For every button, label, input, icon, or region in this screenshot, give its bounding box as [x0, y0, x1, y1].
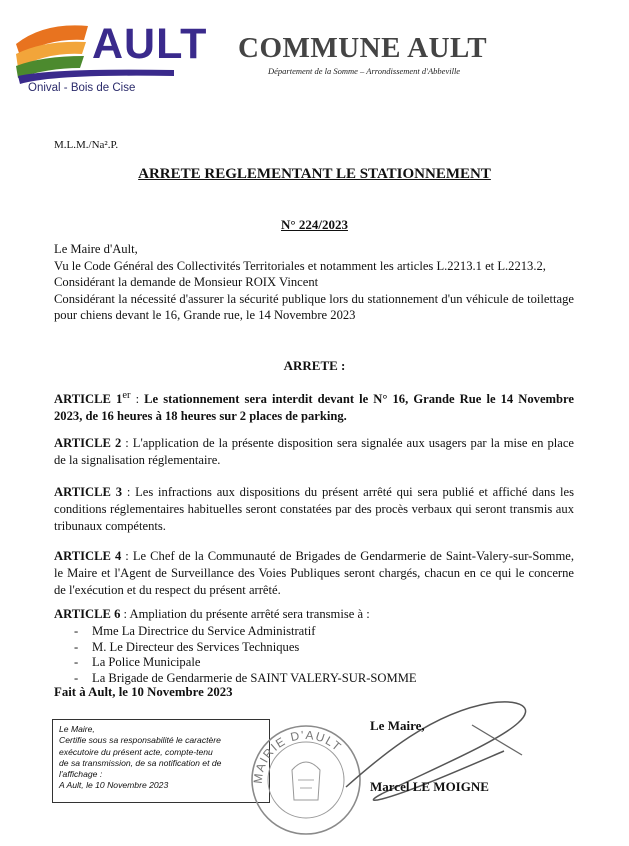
- article-label-sup: er: [122, 390, 131, 401]
- certification-line: Certifie sous sa responsabilité le caractère: [59, 735, 221, 746]
- article-6: [54, 606, 574, 685]
- stamp-text: MAIRIE D'AULT: [250, 727, 345, 785]
- preamble: [54, 241, 574, 324]
- document-title: ARRETE REGLEMENTANT LE STATIONNEMENT: [138, 166, 491, 182]
- commune-subtitle: Département de la Somme – Arrondissement d'Abbeville: [268, 66, 461, 76]
- certification-line: Le Maire,: [59, 724, 95, 734]
- article-2: [54, 435, 574, 469]
- article-4: [54, 548, 574, 599]
- article-text: : Les infractions aux dispositions du présent arrêté qui sera publié et affiché dans les conditions réglementaires habituelles seront constatées par des procès verbaux qui seront transmis aux tribunaux compétents.: [54, 485, 575, 533]
- commune-logo: [14, 18, 208, 102]
- preamble-line: Vu le Code Général des Collectivités Territoriales et notamment les articles L.2213.1 et L.2213.2,: [54, 258, 546, 273]
- signature-role: Le Maire,: [370, 718, 425, 733]
- certification-line: l'affichage :: [59, 769, 103, 780]
- certification-box: [52, 719, 270, 803]
- arrete-heading: ARRETE :: [283, 358, 346, 373]
- preamble-line: Considérant la demande de Monsieur ROIX Vincent: [54, 275, 319, 289]
- article-text: : Ampliation du présente arrêté sera transmise à :: [120, 607, 370, 621]
- signatory-name: Marcel LE MOIGNE: [370, 779, 489, 794]
- done-at-line: Fait à Ault, le 10 Novembre 2023: [54, 685, 233, 699]
- article-label: ARTICLE 1: [54, 392, 123, 407]
- commune-title: COMMUNE AULT: [238, 32, 488, 64]
- certification-line: de sa transmission, de sa notification et de: [59, 757, 222, 768]
- logo-wordmark: AULT: [92, 20, 208, 68]
- article-label: ARTICLE 3: [54, 485, 123, 499]
- article-1: [54, 387, 574, 425]
- recipient-item: - M. Le Directeur des Services Techniques: [54, 639, 574, 655]
- certification-line: exécutoire du présent acte, compte-tenu: [59, 746, 213, 757]
- recipient-item: - Mme La Directrice du Service Administratif: [54, 623, 574, 639]
- certification-line: A Ault, le 10 Novembre 2023: [59, 780, 169, 791]
- article-text: Le stationnement sera interdit devant le N° 16, Grande Rue le 14 Novembre 2023, de 16 heures à 18 heures sur 2 places de parking.: [54, 392, 575, 424]
- recipient-item: - La Police Municipale: [54, 654, 574, 670]
- handwritten-signature: [322, 695, 542, 815]
- article-text: : Le Chef de la Communauté de Brigades de Gendarmerie de Saint-Valery-sur-Somme, le Maire et l'Agent de Surveillance des Voies Publiques seront chargés, chacun en ce qui le concerne de l'exécution et du respect du présent arrêté.: [54, 549, 575, 597]
- article-colon: :: [130, 392, 145, 407]
- article-label: ARTICLE 6: [54, 607, 121, 621]
- article-label: ARTICLE 2: [54, 436, 122, 450]
- decree-number: N° 224/2023: [281, 217, 348, 232]
- article-3: [54, 484, 574, 535]
- article-label: ARTICLE 4: [54, 549, 122, 563]
- preamble-line: Considérant la nécessité d'assurer la sécurité publique lors du stationnement d'un véhicule de toilettage pour chiens devant le 16, Grande rue, le 14 Novembre 2023: [54, 291, 574, 322]
- document-reference: M.L.M./Na².P.: [54, 139, 119, 151]
- recipient-list: [54, 623, 574, 685]
- logo-tagline: Onival - Bois de Cise: [28, 82, 136, 94]
- article-text: : L'application de la présente disposition sera signalée aux usagers par la mise en place de la signalisation réglementaire.: [54, 436, 575, 467]
- recipient-item: - La Brigade de Gendarmerie de SAINT VALERY-SUR-SOMME: [54, 670, 574, 686]
- preamble-line: Le Maire d'Ault,: [54, 242, 138, 256]
